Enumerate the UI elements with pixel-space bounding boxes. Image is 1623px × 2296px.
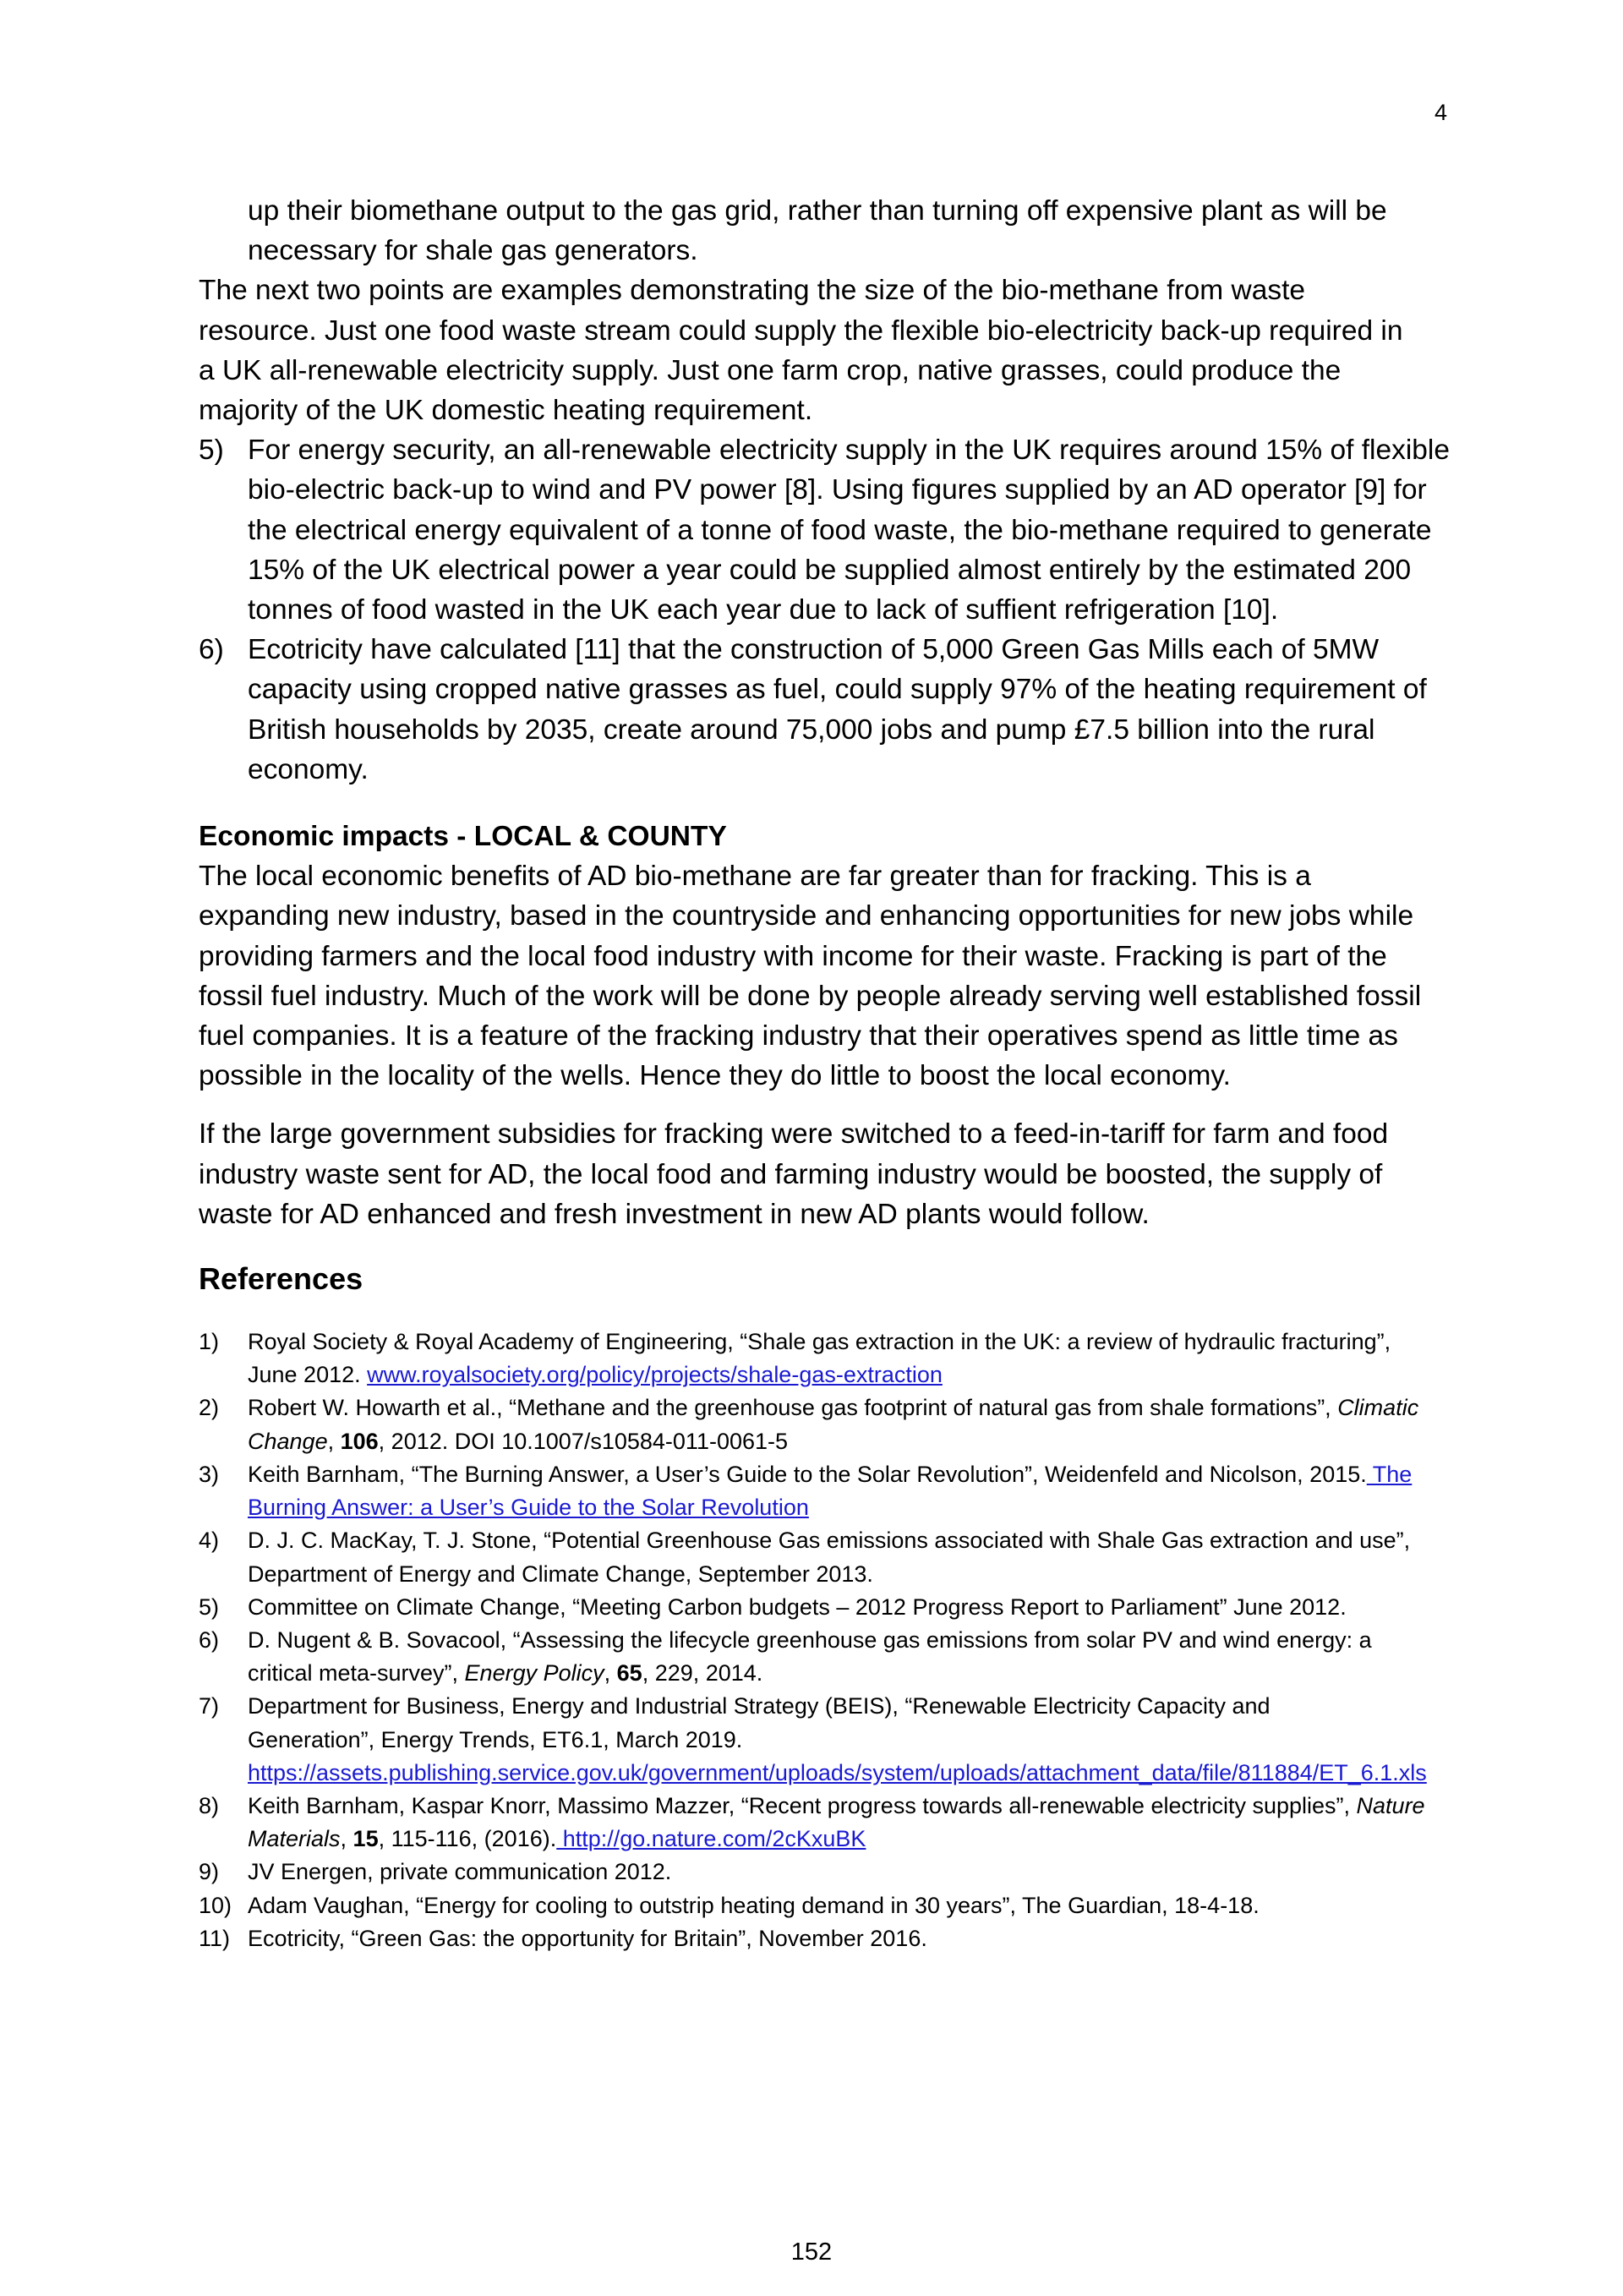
reference-journal: Energy Policy bbox=[464, 1660, 604, 1686]
reference-item bbox=[199, 1889, 1450, 1922]
reference-text: Keith Barnham, “The Burning Answer, a User’s Guide to the Solar Revolution”, Weidenfeld and Nicolson, 2015. bbox=[248, 1461, 1367, 1487]
economic-paragraph-2: If the large government subsidies for fracking were switched to a feed-in-tariff for farm and food industry waste sent for AD, the local food and farming industry would be boosted, the supply of waste for AD enhanced and fresh investment in new AD plants would follow. bbox=[199, 1118, 1389, 1230]
references-list bbox=[199, 1326, 1450, 1955]
reference-item bbox=[199, 1624, 1431, 1690]
reference-text: Department for Business, Energy and Industrial Strategy (BEIS), “Renewable Electricity Capacity and Generation”, Energy Trends, ET6.1, March 2019. bbox=[248, 1693, 1271, 1752]
economic-paragraph-1: The local economic benefits of AD bio-methane are far greater than for fracking. This is a expanding new industry, based in the countryside and enhancing opportunities for new jobs while providing farmers and the local food industry with income for their waste. Fracking is part of the fossil fuel industry. Much of the work will be done by people already serving well established fossil fuel companies. It is a feature of the fracking industry that their operatives spend as little time as possible in the locality of the wells. Hence they do little to boost the local economy. bbox=[199, 861, 1422, 1092]
reference-number: 9) bbox=[199, 1859, 220, 1885]
page-content bbox=[199, 191, 1450, 1955]
reference-link[interactable]: The Burning Answer: a User’s Guide to the Solar Revolution bbox=[248, 1461, 1413, 1521]
intro-paragraph: The next two points are examples demonstrating the size of the bio-methane from waste resource. Just one food waste stream could supply the flexible bio-electricity back-up required in a UK all-renewable electricity supply. Just one farm crop, native grasses, could produce the majority of the UK domestic heating requirement. bbox=[199, 275, 1403, 427]
reference-text: Royal Society & Royal Academy of Engineering, “Shale gas extraction in the UK: a review of hydraulic fracturing”, June 2012. bbox=[248, 1329, 1391, 1388]
body-text bbox=[199, 191, 1450, 1234]
reference-text: Ecotricity, “Green Gas: the opportunity for Britain”, November 2016. bbox=[248, 1925, 927, 1951]
reference-item bbox=[199, 1326, 1431, 1391]
section-heading: Economic impacts - LOCAL & COUNTY bbox=[199, 821, 727, 853]
reference-number: 11) bbox=[199, 1925, 231, 1951]
reference-item bbox=[199, 1690, 1465, 1790]
reference-number: 5) bbox=[199, 1594, 220, 1620]
reference-text-tail: , 229, 2014. bbox=[642, 1660, 763, 1686]
continued-list-item: up their biomethane output to the gas grid, rather than turning off expensive plant as will be necessary for shale gas generators. bbox=[248, 195, 1387, 267]
reference-link[interactable]: http://go.nature.com/2cKxuBK bbox=[556, 1826, 866, 1852]
reference-number: 1) bbox=[199, 1329, 220, 1355]
reference-item bbox=[199, 1922, 1450, 1955]
reference-number: 3) bbox=[199, 1461, 220, 1487]
list-item-text: For energy security, an all-renewable electricity supply in the UK requires around 15% of flexible bio-electric back-up to wind and PV power [8]. Using figures supplied by an AD operator [9] for the electrical energy equivalent of a tonne of food waste, the bio-methane required to generate 15% of the UK electrical power a year could be supplied almost entirely by the estimated 200 tonnes of food wasted in the UK each year due to lack of suffient refrigeration [10]. bbox=[248, 435, 1450, 626]
reference-volume: 106 bbox=[340, 1428, 379, 1454]
reference-text: Robert W. Howarth et al., “Methane and the greenhouse gas footprint of natural gas from shale formations”, bbox=[248, 1395, 1338, 1421]
separator: , bbox=[340, 1826, 353, 1852]
reference-text: Adam Vaughan, “Energy for cooling to outstrip heating demand in 30 years”, The Guardian, 18-4-18. bbox=[248, 1892, 1260, 1918]
reference-item bbox=[199, 1458, 1465, 1524]
reference-volume: 15 bbox=[352, 1826, 379, 1852]
list-item-number: 6) bbox=[199, 634, 224, 666]
reference-link[interactable]: www.royalsociety.org/policy/projects/shale-gas-extraction bbox=[367, 1362, 943, 1388]
reference-number: 8) bbox=[199, 1792, 220, 1818]
list-item bbox=[199, 430, 1468, 630]
list-item-number: 5) bbox=[199, 435, 224, 467]
page-number: 152 bbox=[790, 2239, 833, 2266]
section-number: 4 bbox=[1434, 100, 1447, 125]
reference-text: Keith Barnham, Kaspar Knorr, Massimo Mazzer, “Recent progress towards all-renewable electricity supplies”, bbox=[248, 1792, 1357, 1818]
reference-journal: Climatic Change bbox=[248, 1395, 1419, 1454]
reference-text: JV Energen, private communication 2012. bbox=[248, 1859, 672, 1885]
reference-text: D. J. C. MacKay, T. J. Stone, “Potential Greenhouse Gas emissions associated with Shale Gas extraction and use”, Department of Energy and Climate Change, September 2013. bbox=[248, 1528, 1411, 1587]
list-item bbox=[199, 630, 1431, 790]
reference-item bbox=[199, 1524, 1448, 1590]
reference-number: 7) bbox=[199, 1693, 220, 1719]
separator: , bbox=[604, 1660, 617, 1686]
reference-text: D. Nugent & B. Sovacool, “Assessing the lifecycle greenhouse gas emissions from solar PV and wind energy: a critical meta-survey”, bbox=[248, 1626, 1372, 1686]
reference-link[interactable]: https://assets.publishing.service.gov.uk/government/uploads/system/uploads/attachment_data/file/811884/ET_6.1.xls bbox=[248, 1759, 1427, 1785]
reference-number: 10) bbox=[199, 1892, 232, 1918]
reference-journal: Nature Materials bbox=[248, 1792, 1425, 1852]
reference-volume: 65 bbox=[616, 1660, 642, 1686]
reference-text-tail: , 2012. DOI 10.1007/s10584-011-0061-5 bbox=[378, 1428, 789, 1454]
reference-item bbox=[199, 1591, 1499, 1624]
references-heading: References bbox=[199, 1261, 363, 1297]
reference-text-tail: , 115-116, (2016). bbox=[378, 1826, 557, 1852]
separator: , bbox=[327, 1428, 341, 1454]
reference-item bbox=[199, 1790, 1431, 1856]
reference-item bbox=[199, 1391, 1465, 1457]
reference-item bbox=[199, 1856, 1450, 1889]
reference-number: 2) bbox=[199, 1395, 220, 1421]
list-item-text: Ecotricity have calculated [11] that the construction of 5,000 Green Gas Mills each of 5MW capacity using cropped native grasses as fuel, could supply 97% of the heating requirement of British households by 2035, create around 75,000 jobs and pump £7.5 billion into the rural economy. bbox=[248, 634, 1427, 785]
reference-number: 6) bbox=[199, 1626, 220, 1653]
reference-number: 4) bbox=[199, 1528, 220, 1554]
reference-text: Committee on Climate Change, “Meeting Carbon budgets – 2012 Progress Report to Parliament” June 2012. bbox=[248, 1594, 1347, 1620]
points-list bbox=[199, 430, 1450, 790]
